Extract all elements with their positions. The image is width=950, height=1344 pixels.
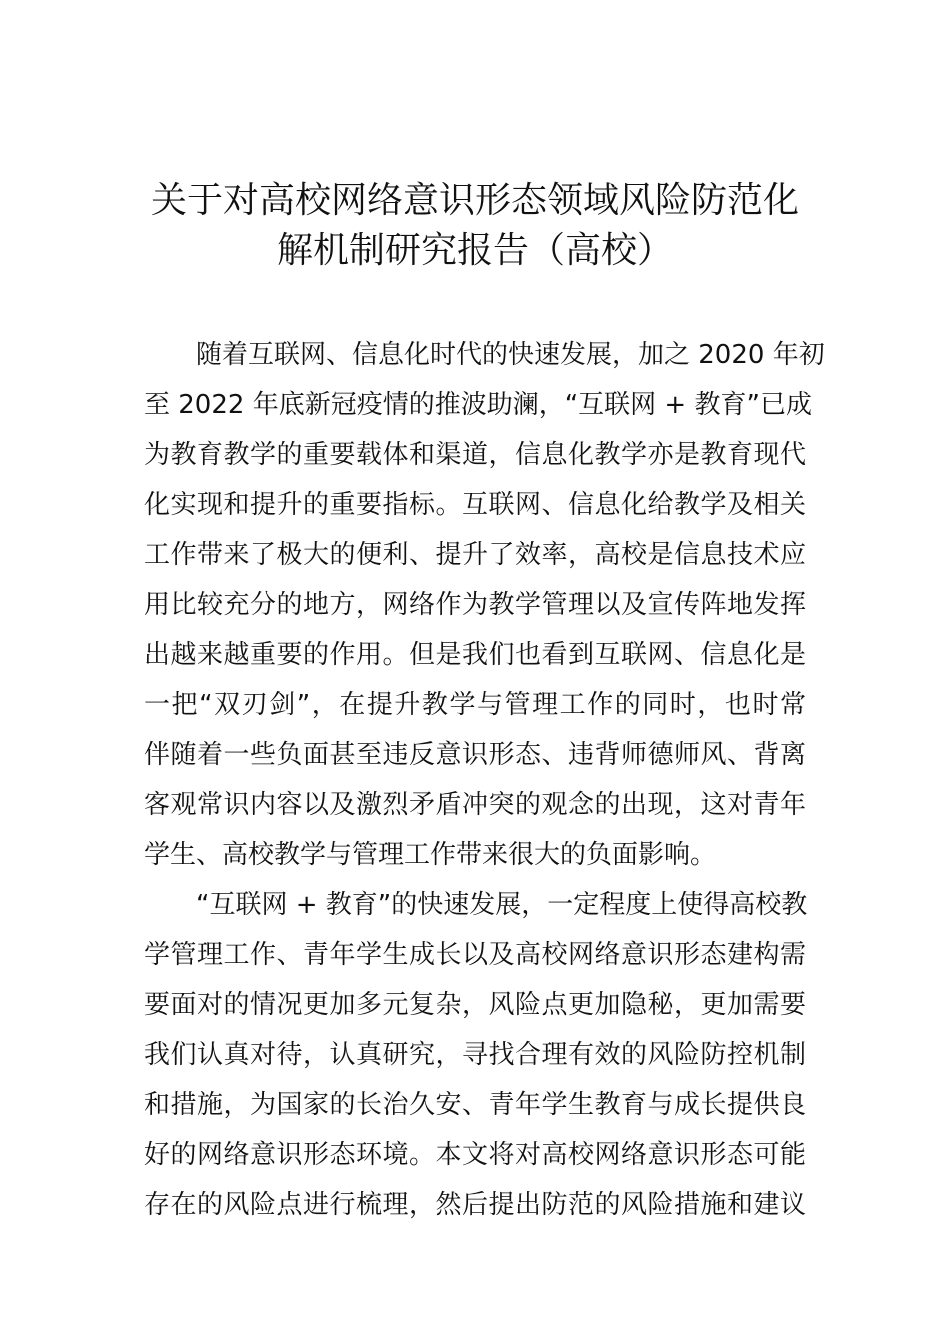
document-title: [100, 176, 850, 276]
document-body: [144, 330, 825, 1230]
paragraph-line: 用比较充分的地方，网络作为教学管理以及宣传阵地发挥: [144, 590, 806, 620]
paragraph-line: 客观常识内容以及激烈矛盾冲突的观念的出现，这对青年: [144, 790, 806, 820]
paragraph-line: 存在的风险点进行梳理，然后提出防范的风险措施和建议: [144, 1190, 806, 1220]
paragraph-line: 一把“双刃剑”，在提升教学与管理工作的同时，也时常: [144, 690, 806, 720]
paragraph-line: 出越来越重要的作用。但是我们也看到互联网、信息化是: [144, 640, 806, 670]
paragraph-1: [144, 330, 825, 880]
paragraph-line: 化实现和提升的重要指标。互联网、信息化给教学及相关: [144, 490, 806, 520]
title-line-2: 解机制研究报告（高校）: [276, 230, 673, 271]
paragraph-line: 伴随着一些负面甚至违反意识形态、违背师德师风、背离: [144, 740, 806, 770]
paragraph-line: 学生、高校教学与管理工作带来很大的负面影响。: [144, 840, 717, 870]
paragraph-line: “互联网 + 教育”的快速发展，一定程度上使得高校教: [196, 890, 808, 920]
paragraph-line: 和措施，为国家的长治久安、青年学生教育与成长提供良: [144, 1090, 806, 1120]
paragraph-line: 好的网络意识形态环境。本文将对高校网络意识形态可能: [144, 1140, 806, 1170]
title-line-1: 关于对高校网络意识形态领域风险防范化: [150, 180, 799, 221]
paragraph-line: 工作带来了极大的便利、提升了效率，高校是信息技术应: [144, 540, 806, 570]
paragraph-line: 为教育教学的重要载体和渠道，信息化教学亦是教育现代: [144, 440, 806, 470]
paragraph-line: 我们认真对待，认真研究，寻找合理有效的风险防控机制: [144, 1040, 806, 1070]
paragraph-2: [144, 880, 806, 1230]
paragraph-line: 要面对的情况更加多元复杂，风险点更加隐秘，更加需要: [144, 990, 806, 1020]
paragraph-line: 学管理工作、青年学生成长以及高校网络意识形态建构需: [144, 940, 806, 970]
paragraph-line: 至 2022 年底新冠疫情的推波助澜，“互联网 + 教育”已成: [144, 390, 812, 420]
paragraph-line: 随着互联网、信息化时代的快速发展，加之 2020 年初: [196, 340, 825, 370]
